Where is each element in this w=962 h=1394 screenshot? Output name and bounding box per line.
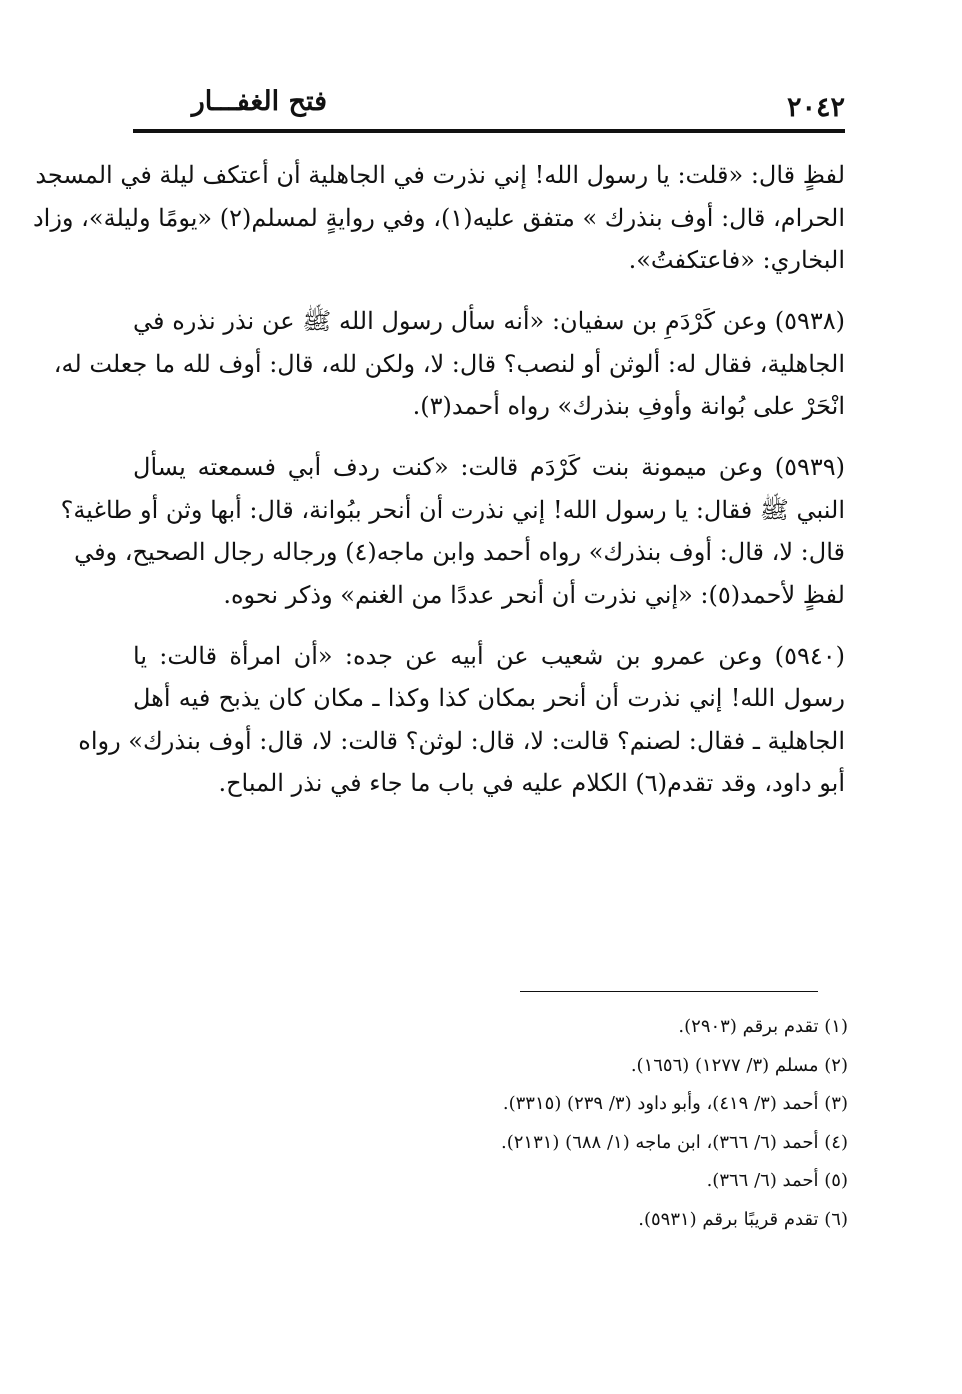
text-line: الجاهلية، فقال له: ألوثن أو لنصب؟ قال: لا، ولكن لله، قال: أوف لله ما جعلت له، [53,349,845,378]
text-line: (٥٩٣٩) وعن ميمونة بنت كَرْدَم قالت: «كنت ردف أبي فسمعته يسأل [133,453,845,481]
footnote-6: (٦) تقدم قريبًا برقم (٥٩٣١). [638,1208,848,1230]
header-rule [133,129,845,133]
text-line: لفظٍ قال: «قلت: يا رسول الله! إني نذرت في الجاهلية أن أعتكف ليلة في المسجد [35,161,845,189]
text-line: (٥٩٣٨) وعن كَرْدَمِ بن سفيان: «أنه سأل رسول الله ﷺ عن نذر نذره في [133,307,845,335]
text-line: البخاري: «فاعتكفتُ». [628,246,845,274]
page-header [133,86,845,126]
paragraph-continuation [32,154,845,282]
text-line: النبي ﷺ فقال: يا رسول الله! إني نذرت أن أنحر ببُوانة، قال: أبها وثن أو طاغية؟ [60,495,845,524]
text-line: (٥٩٤٠) وعن عمرو بن شعيب عن أبيه عن جده: «أن امرأة قالت: يا [133,641,845,670]
text-line: أبو داود، وقد تقدم(٦) الكلام عليه في باب ما جاء في نذر المباح. [218,769,845,797]
hadith-5939 [60,446,845,616]
running-title: فتح الغفـــار [191,86,327,117]
footnotes [300,1008,848,1239]
text-line: انْحَرْ على بُوانة وأوفِ بنذرك» رواه أحمد(٣). [412,392,845,420]
footnote-3: (٣) أحمد (٣/ ٤١٩)، وأبو داود (٣/ ٢٣٩) (٣٣١٥). [502,1093,848,1114]
page-number: ٢٠٤٢ [786,92,845,123]
hadith-5940 [78,635,846,805]
footnote-1: (١) تقدم برقم (٢٩٠٣). [678,1016,848,1037]
footnote-5: (٥) أحمد (٦/ ٣٦٦). [706,1170,848,1191]
footnote-separator [520,991,818,992]
main-text [32,154,846,823]
footnote-2: (٢) مسلم (٣/ ١٢٧٧) (١٦٥٦). [630,1054,848,1076]
text-line: قال: لا، قال: أوف بنذرك» رواه أحمد وابن ماجه(٤) ورجاله رجال الصحيح، وفي [74,538,845,566]
footnote-4: (٤) أحمد (٦/ ٣٦٦)، ابن ماجه (١/ ٦٨٨) (٢١٣١). [501,1131,848,1153]
hadith-5938 [53,300,845,428]
text-line: لفظٍ لأحمد(٥): «إني نذرت أن أنحر عددًا من الغنم» وذكر نحوه. [223,580,845,609]
text-line: الحرام، قال: أوف بنذرك » متفق عليه(١)، وفي روايةٍ لمسلم(٢) «يومًا وليلة»، وزاد [32,203,845,232]
text-line: الجاهلية ـ فقال: لصنم؟ قالت: لا، قال: لوثن؟ قالت: لا، قال: أوف بنذرك» رواه [78,726,845,755]
text-line: رسول الله! إني نذرت أن أنحر بمكان كذا وكذا ـ مكان كان يذبح فيه أهل [133,684,846,712]
